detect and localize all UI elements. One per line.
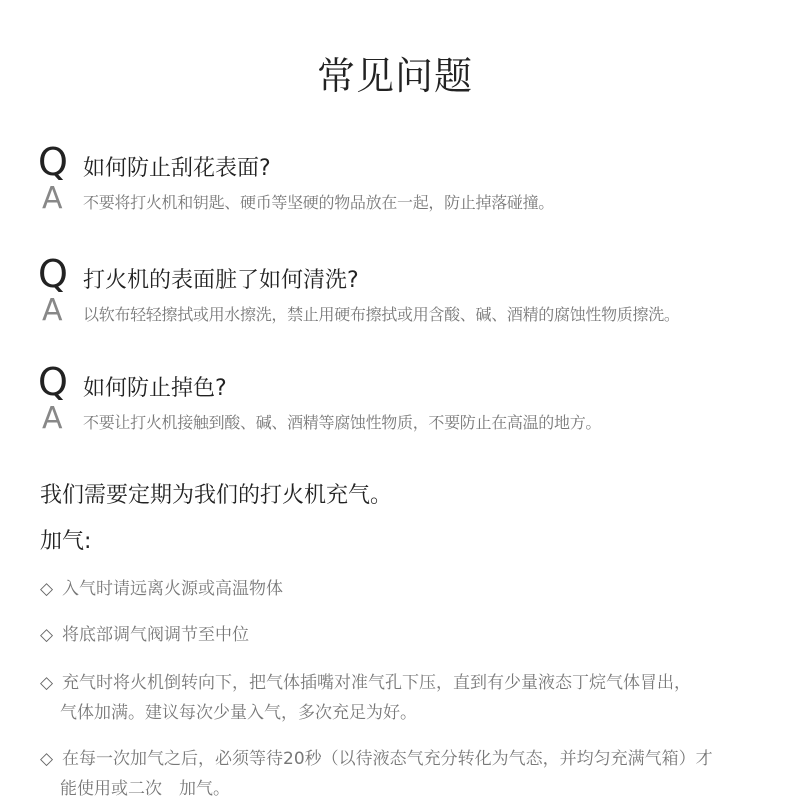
refill-heading: 加气: xyxy=(40,529,92,554)
list-item xyxy=(40,574,755,604)
a-letter: A xyxy=(42,401,63,436)
question-text: 打火机的表面脏了如何清洗? xyxy=(83,268,359,293)
q-letter: Q xyxy=(38,360,68,404)
question-text: 如何防止掉色? xyxy=(83,376,227,401)
answer-text: 不要将打火机和钥匙、硬币等坚硬的物品放在一起，防止掉落碰撞。 xyxy=(83,193,555,212)
list-item xyxy=(40,668,755,728)
step-text: 充气时将火机倒转向下，把气体插嘴对准气孔下压，直到有少量液态丁烷气体冒出， xyxy=(62,673,691,693)
faq-item xyxy=(38,362,778,436)
faq-item xyxy=(38,254,778,328)
a-letter: A xyxy=(42,293,63,328)
list-item xyxy=(40,744,755,804)
answer-row xyxy=(38,402,778,436)
step-text: 在每一次加气之后，必须等待20秒（以待液态气充分转化为气态，并均匀充满气箱）才 xyxy=(62,749,713,769)
answer-row xyxy=(38,294,778,328)
question-text: 如何防止刮花表面? xyxy=(83,156,271,181)
step-text-continued: 能使用或二次 加气。 xyxy=(60,779,230,799)
step-text: 将底部调气阀调节至中位 xyxy=(62,625,249,645)
faq-item xyxy=(38,142,778,216)
diamond-bullet-icon: ◇ xyxy=(40,579,54,599)
answer-text: 不要让打火机接触到酸、碱、酒精等腐蚀性物质，不要防止在高温的地方。 xyxy=(83,413,602,432)
page-title: 常见问题 xyxy=(316,54,473,98)
answer-row xyxy=(38,182,778,216)
diamond-bullet-icon: ◇ xyxy=(40,673,54,693)
question-row xyxy=(38,254,778,294)
list-item xyxy=(40,620,755,650)
q-letter: Q xyxy=(38,252,68,296)
step-text-continued: 气体加满。建议每次少量入气，多次充足为好。 xyxy=(60,703,417,723)
diamond-bullet-icon: ◇ xyxy=(40,749,54,769)
step-text: 入气时请远离火源或高温物体 xyxy=(62,579,283,599)
diamond-bullet-icon: ◇ xyxy=(40,625,54,645)
refill-intro: 我们需要定期为我们的打火机充气。 xyxy=(40,483,393,508)
a-letter: A xyxy=(42,181,63,216)
answer-text: 以软布轻轻擦拭或用水擦洗，禁止用硬布擦拭或用含酸、碱、酒精的腐蚀性物质擦洗。 xyxy=(83,305,680,324)
question-row xyxy=(38,362,778,402)
q-letter: Q xyxy=(38,140,68,184)
question-row xyxy=(38,142,778,182)
